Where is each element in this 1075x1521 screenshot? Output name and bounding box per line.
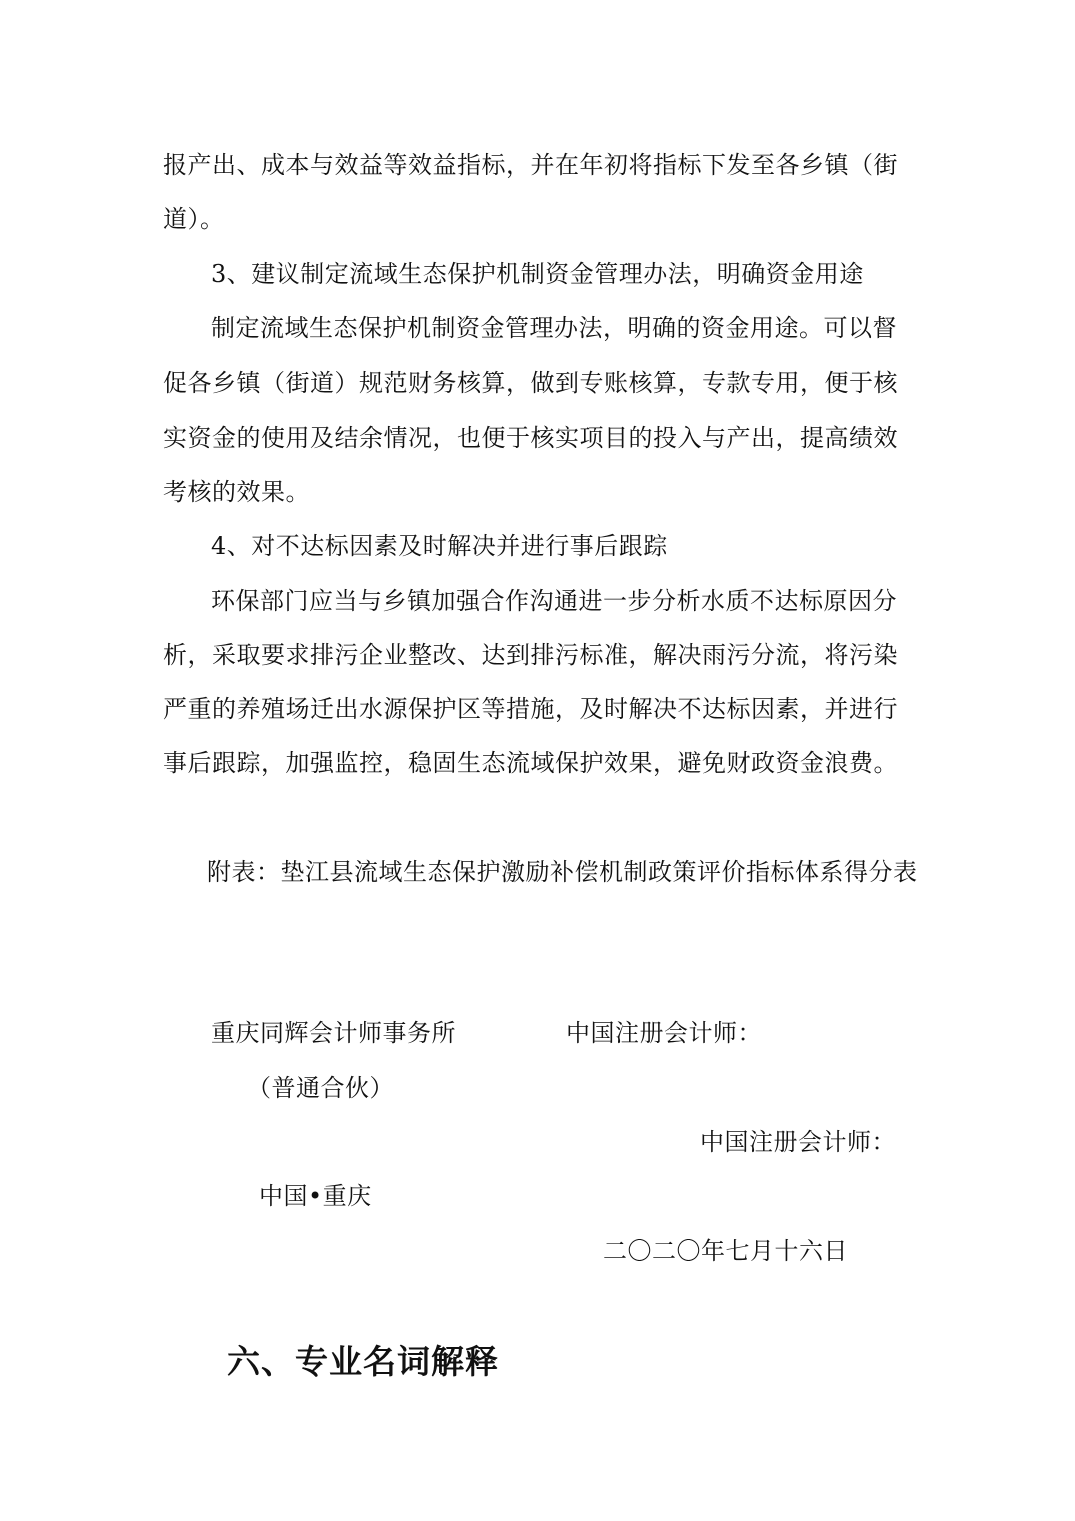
section-heading: 六、专业名词解释 [227, 1342, 499, 1381]
paragraph-3-line-1: 环保部门应当与乡镇加强合作沟通进一步分析水质不达标原因分 [211, 587, 897, 615]
paragraph-1-line-2: 道）。 [163, 205, 225, 233]
paragraph-2-line-4: 考核的效果。 [163, 478, 310, 506]
firm-name: 重庆同辉会计师事务所 [211, 1019, 456, 1047]
attachment-note: 附表：垫江县流域生态保护激励补偿机制政策评价指标体系得分表 [207, 858, 918, 886]
paragraph-3-line-3: 严重的养殖场迁出水源保护区等措施，及时解决不达标因素，并进行 [163, 695, 898, 723]
paragraph-1-line-1: 报产出、成本与效益等效益指标，并在年初将指标下发至各乡镇（街 [163, 151, 898, 179]
location: 中国•重庆 [259, 1182, 372, 1210]
paragraph-3-line-4: 事后跟踪，加强监控，稳固生态流域保护效果，避免财政资金浪费。 [163, 749, 898, 777]
paragraph-3-line-2: 析，采取要求排污企业整改、达到排污标准，解决雨污分流，将污染 [163, 641, 898, 669]
cpa-label-1: 中国注册会计师： [566, 1019, 762, 1047]
firm-type: （普通合伙） [247, 1074, 394, 1102]
report-date: 二〇二〇年七月十六日 [603, 1237, 848, 1265]
paragraph-2-line-3: 实资金的使用及结余情况，也便于核实项目的投入与产出，提高绩效 [163, 424, 898, 452]
item-4-heading: 4、对不达标因素及时解决并进行事后跟踪 [211, 532, 668, 560]
paragraph-2-line-1: 制定流域生态保护机制资金管理办法，明确的资金用途。可以督 [211, 314, 897, 342]
item-3-heading: 3、建议制定流域生态保护机制资金管理办法，明确资金用途 [211, 260, 864, 288]
paragraph-2-line-2: 促各乡镇（街道）规范财务核算，做到专账核算，专款专用，便于核 [163, 369, 898, 397]
cpa-label-2: 中国注册会计师： [700, 1128, 896, 1156]
